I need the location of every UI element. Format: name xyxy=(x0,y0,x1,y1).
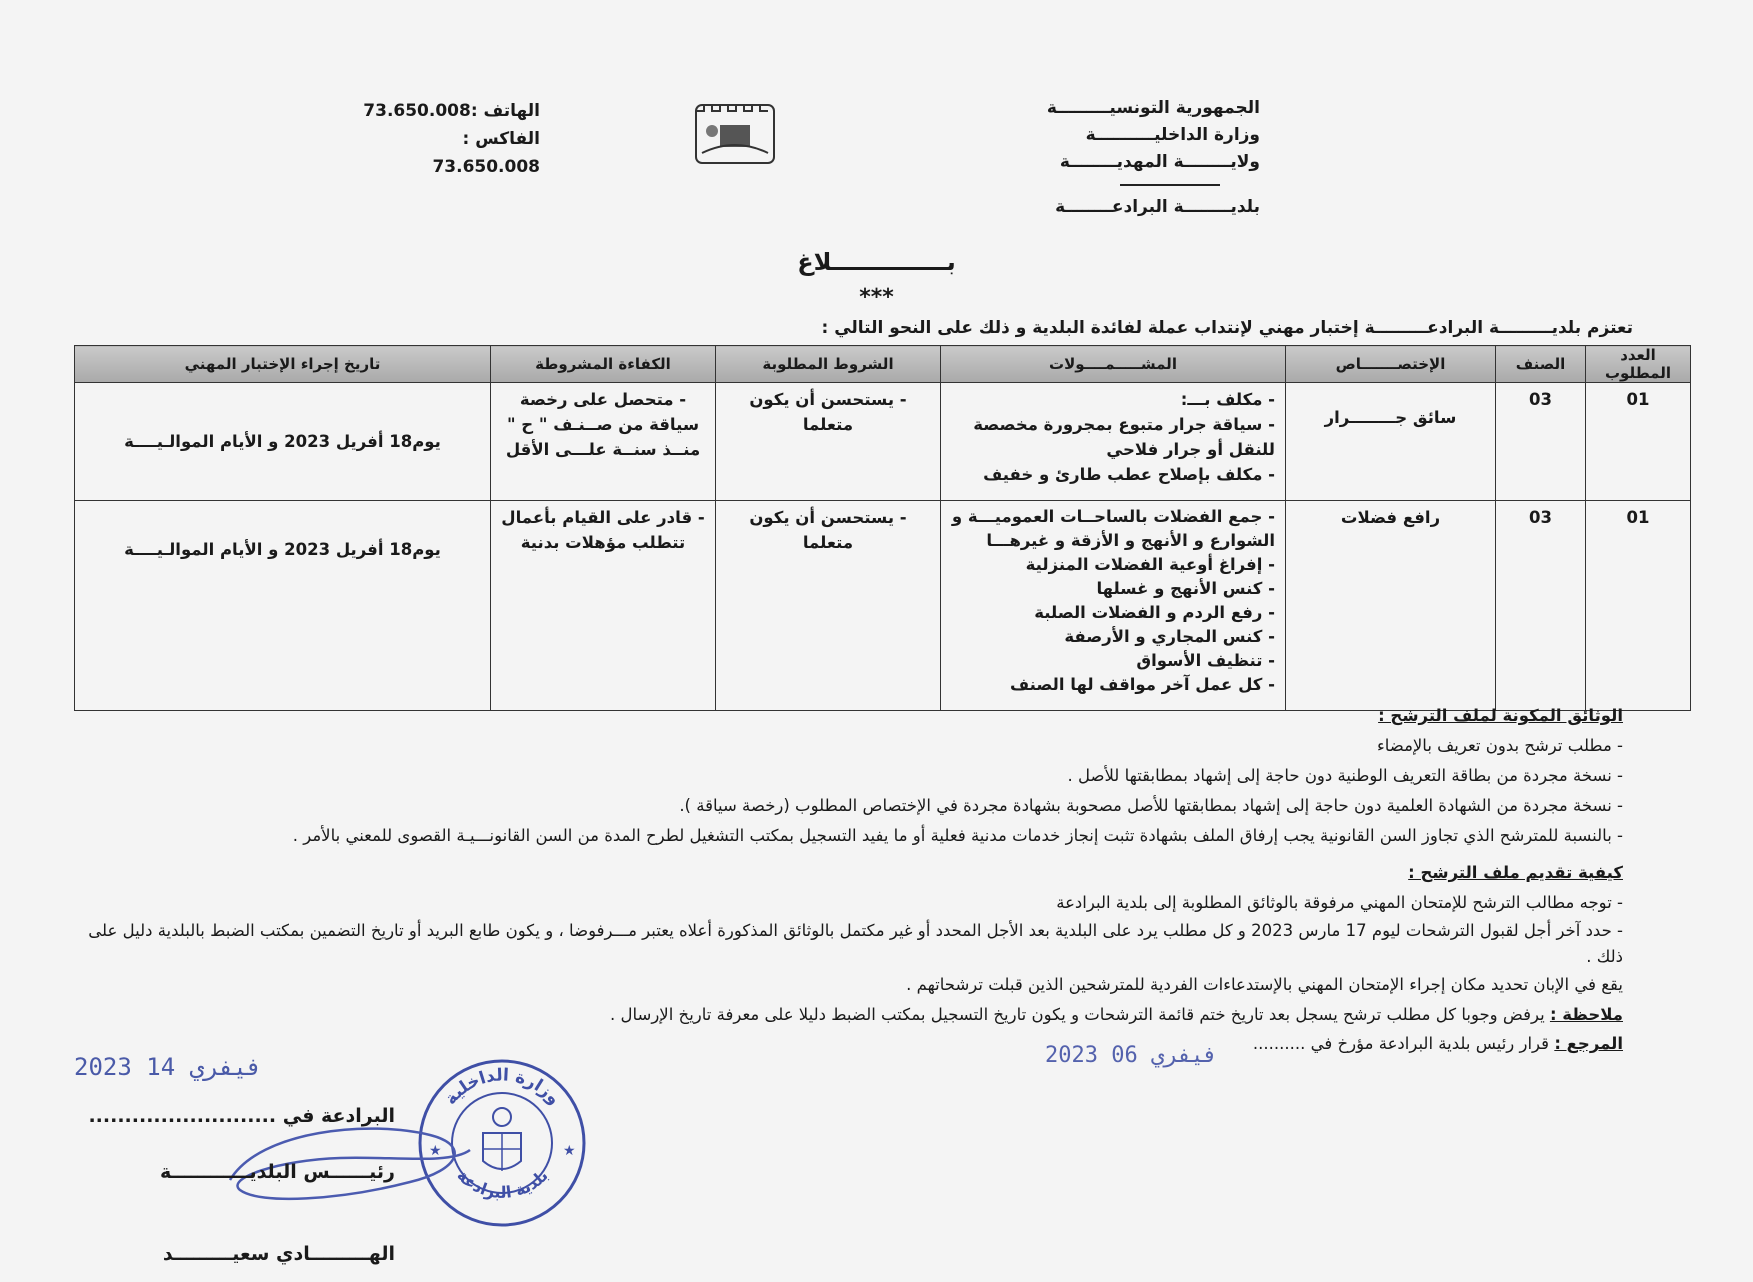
submission-title: كيفية تقديم ملف الترشح : xyxy=(1408,863,1623,882)
cell-exam-date: يوم18 أفريل 2023 و الأيام الموالـيــــة xyxy=(75,501,491,711)
note-text: يرفض وجوبا كل مطلب ترشح يسجل بعد تاريخ ختم قائمة الترشحات و يكون تاريخ التسجيل بمكتب الضبط دليلا على معرفة تاريخ الإرسال . xyxy=(610,1005,1545,1024)
header-grade: الصنف xyxy=(1496,346,1586,383)
list-item: - توجه مطالب الترشح للإمتحان المهني مرفوقة بالوثائق المطلوبة إلى بلدية البرادعة xyxy=(1056,893,1623,912)
submission-section xyxy=(70,858,1623,1000)
list-item: - حدد آخر أجل لقبول الترشحات ليوم 17 مارس 2023 و كل مطلب يرد على البلدية بعد الأجل المحدد أو غير مكتمل بالوثائق المذكورة أعلاه يعتبر مـــرفوضا ، و يكون طابع البريد أو تاريخ التضمين بمكتب الضبط بالبلدية دليل على ذلك . xyxy=(88,921,1623,966)
header-exam-date: تاريخ إجراء الإختبار المهني xyxy=(75,346,491,383)
task-line: - رفع الردم و الفضلات الصلبة xyxy=(1034,603,1275,622)
list-item: - نسخة مجردة من بطاقة التعريف الوطنية دون حاجة إلى إشهاد بمطابقتها للأصل . xyxy=(1067,766,1623,785)
fax-number: الفاكس : 73.650.008 xyxy=(432,129,540,177)
recruitment-table xyxy=(74,345,1691,711)
header-specialty: الإختصـــــــاص xyxy=(1286,346,1496,383)
task-line: - كنس الأنهج و غسلها xyxy=(1096,579,1275,598)
task-line: - إفراغ أوعية الفضلات المنزلية xyxy=(1025,555,1275,574)
task-line: - مكلف بـــ: xyxy=(1180,390,1275,409)
header-competence: الكفاءة المشروطة xyxy=(491,346,716,383)
cell-tasks xyxy=(941,501,1286,711)
documents-title: الوثائق المكونة لملف الترشح : xyxy=(1378,706,1623,725)
header-tasks: المشـــــمــــولات xyxy=(941,346,1286,383)
cell-specialty: رافع فضلات xyxy=(1286,501,1496,711)
seal-bottom-text: بلدية البرادعة xyxy=(453,1165,552,1202)
list-item: - مطلب ترشح بدون تعريف بالإمضاء xyxy=(1376,736,1623,755)
cell-count: 01 xyxy=(1586,501,1691,711)
document-title: بــــــــــــــلاغ xyxy=(797,248,956,276)
table-header-row xyxy=(75,346,1691,383)
task-line: - جمع الفضلات بالساحــات العموميـــة و الشوارع و الأنهج و الأزقة و غيرهـــا xyxy=(951,507,1275,550)
intro-paragraph: تعتزم بلديـــــــــة البرادعـــــــــة إختبار مهني لإنتداب عملة لفائدة البلدية و ذلك على النحو التالي : xyxy=(821,318,1633,338)
government-header xyxy=(995,95,1260,221)
reference-text: قرار رئيس بلدية البرادعة مؤرخ في .......... xyxy=(1252,1034,1550,1053)
table-row xyxy=(75,383,1691,501)
header-conditions: الشروط المطلوبة xyxy=(716,346,941,383)
task-line: - مكلف بإصلاح عطب طارئ و خفيف xyxy=(983,465,1275,484)
governorate-line: ولايــــــــة المهديــــــــة xyxy=(1059,152,1260,172)
ministry-line: وزارة الداخليــــــــــة xyxy=(1085,125,1260,145)
note-section xyxy=(70,1000,1623,1030)
cell-conditions: - يستحسن أن يكون متعلما xyxy=(716,501,941,711)
list-item: - نسخة مجردة من الشهادة العلمية دون حاجة إلى إشهاد بمطابقتها للأصل مصحوبة بشهادة مجردة في الإختصاص المطلوب (رخصة سياقة ). xyxy=(679,796,1623,815)
cell-grade: 03 xyxy=(1496,501,1586,711)
reference-date-stamp: 2023 فيفري 06 xyxy=(1045,1043,1218,1068)
header-count: العدد المطلوب xyxy=(1586,346,1691,383)
list-item: يقع في الإبان تحديد مكان إجراء الإمتحان المهني بالإستدعاءات الفردية للمترشحين الذين قبلت ترشحاتهم . xyxy=(906,975,1623,994)
signature-role: رئيــــــس البلديــــــــــــة xyxy=(160,1161,395,1183)
reference-section xyxy=(70,1029,1623,1059)
seal-top-text: وزارة الداخلية xyxy=(440,1065,565,1109)
cell-count: 01 xyxy=(1586,383,1691,501)
signature-name: الهـــــــــادي سعيـــــــــد xyxy=(162,1243,395,1265)
issue-date-stamp: 2023 فيفري 14 xyxy=(74,1053,262,1081)
task-line: - كل عمل آخر مواقف لها الصنف xyxy=(1010,675,1275,694)
task-line: - سياقة جرار متبوع بمجرورة مخصصة للنقل أو جرار فلاحي xyxy=(973,415,1275,459)
cell-grade: 03 xyxy=(1496,383,1586,501)
signature-place-date: البرادعة في .......................... xyxy=(88,1105,395,1127)
signature-block xyxy=(55,1088,395,1282)
cell-exam-date: يوم18 أفريل 2023 و الأيام الموالـيــــة xyxy=(75,383,491,501)
phone-number: الهاتف :73.650.008 xyxy=(363,101,540,121)
task-line: - كنس المجاري و الأرصفة xyxy=(1064,627,1275,646)
cell-competence: - قادر على القيام بأعمال تتطلب مؤهلات بدنية xyxy=(491,501,716,711)
list-item: - بالنسبة للمترشح الذي تجاوز السن القانونية يجب إرفاق الملف بشهادة تثبت إنجاز خدمات مدنية فعلية أو ما يفيد التسجيل بمكتب التشغيل لطرح المدة من السن القانونـــيـة القصوى للمعني بالأمر . xyxy=(292,826,1623,845)
contact-block xyxy=(350,97,540,181)
header-divider xyxy=(1120,184,1220,186)
cell-specialty: سائق جــــــــرار xyxy=(1286,383,1496,501)
cell-tasks xyxy=(941,383,1286,501)
note-label: ملاحظة : xyxy=(1549,1005,1623,1024)
task-line: - تنظيف الأسواق xyxy=(1136,651,1275,670)
documents-section xyxy=(70,701,1623,851)
cell-conditions: - يستحسن أن يكون متعلما xyxy=(716,383,941,501)
cell-competence: - متحصل على رخصة سياقة من صــنـف " ح " منــذ سنــة علـــى الأقل xyxy=(491,383,716,501)
reference-label: المرجع : xyxy=(1554,1034,1623,1053)
title-ornament: *** xyxy=(859,285,894,310)
municipality-emblem-icon xyxy=(690,97,780,169)
municipality-line: بلديــــــــة البرادعــــــــة xyxy=(1055,197,1260,217)
republic-line: الجمهورية التونسيـــــــــة xyxy=(1046,98,1260,118)
svg-text:★: ★ xyxy=(429,1143,442,1159)
table-row xyxy=(75,501,1691,711)
svg-text:★: ★ xyxy=(563,1143,576,1159)
